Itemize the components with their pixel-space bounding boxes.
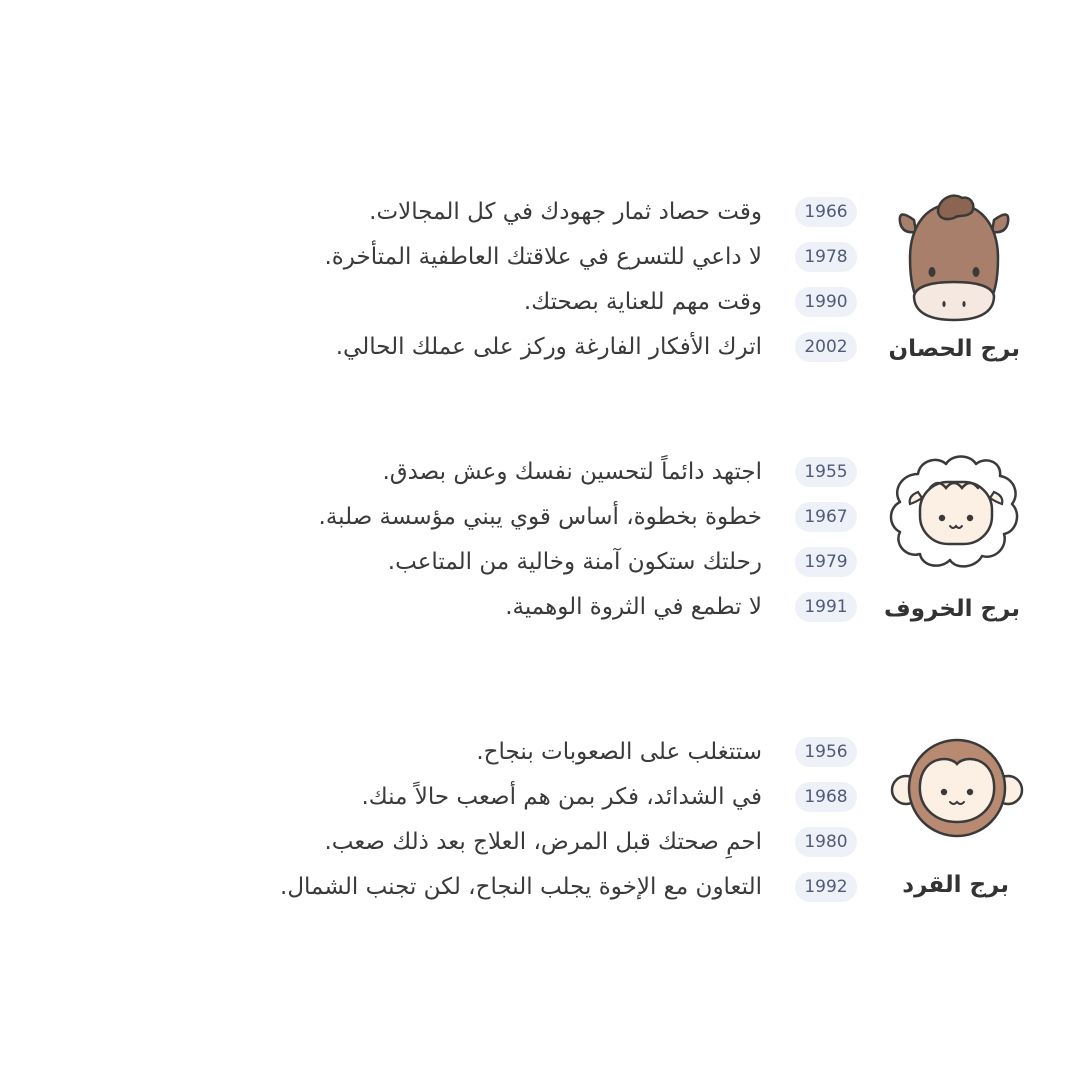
fortune-row <box>0 547 1080 587</box>
year-badge: 1955 <box>795 457 857 487</box>
year-badge: 1990 <box>795 287 857 317</box>
fortune-row <box>0 457 1080 497</box>
year-badge: 1956 <box>795 737 857 767</box>
fortune-row <box>0 287 1080 327</box>
year-badge: 1991 <box>795 592 857 622</box>
fortune-row <box>0 502 1080 542</box>
zodiac-section-monkey <box>0 730 1080 930</box>
year-badge: 1992 <box>795 872 857 902</box>
zodiac-section-horse <box>0 190 1080 390</box>
fortune-text: وقت مهم للعناية بصحتك. <box>523 289 762 315</box>
fortune-text: خطوة بخطوة، أساس قوي يبني مؤسسة صلبة. <box>318 504 762 530</box>
year-badge: 1968 <box>795 782 857 812</box>
year-badge: 1980 <box>795 827 857 857</box>
year-badge: 2002 <box>795 332 857 362</box>
year-badge: 1966 <box>795 197 857 227</box>
zodiac-name-sheep: برج الخروف <box>884 596 1020 622</box>
year-badge: 1967 <box>795 502 857 532</box>
fortune-text: في الشدائد، فكر بمن هم أصعب حالاً منك. <box>361 784 762 810</box>
zodiac-name-monkey: برج القرد <box>902 872 1009 898</box>
fortune-text: اترك الأفكار الفارغة وركز على عملك الحالي. <box>335 334 762 360</box>
fortune-text: احمِ صحتك قبل المرض، العلاج بعد ذلك صعب. <box>324 829 762 855</box>
fortune-row <box>0 737 1080 777</box>
fortune-text: لا داعي للتسرع في علاقتك العاطفية المتأخرة. <box>324 244 762 270</box>
fortune-row <box>0 592 1080 632</box>
fortune-row <box>0 332 1080 372</box>
zodiac-name-horse: برج الحصان <box>888 336 1020 362</box>
fortune-text: التعاون مع الإخوة يجلب النجاح، لكن تجنب الشمال. <box>280 874 762 900</box>
year-badge: 1978 <box>795 242 857 272</box>
fortune-row <box>0 242 1080 282</box>
fortune-text: وقت حصاد ثمار جهودك في كل المجالات. <box>369 199 762 225</box>
fortune-row <box>0 827 1080 867</box>
fortune-text: رحلتك ستكون آمنة وخالية من المتاعب. <box>387 549 762 575</box>
fortune-text: لا تطمع في الثروة الوهمية. <box>505 594 762 620</box>
year-badge: 1979 <box>795 547 857 577</box>
fortune-row <box>0 872 1080 912</box>
fortune-text: ستتغلب على الصعوبات بنجاح. <box>476 739 762 765</box>
zodiac-section-sheep <box>0 450 1080 650</box>
fortune-row <box>0 197 1080 237</box>
fortune-text: اجتهد دائماً لتحسين نفسك وعش بصدق. <box>382 459 762 485</box>
fortune-row <box>0 782 1080 822</box>
